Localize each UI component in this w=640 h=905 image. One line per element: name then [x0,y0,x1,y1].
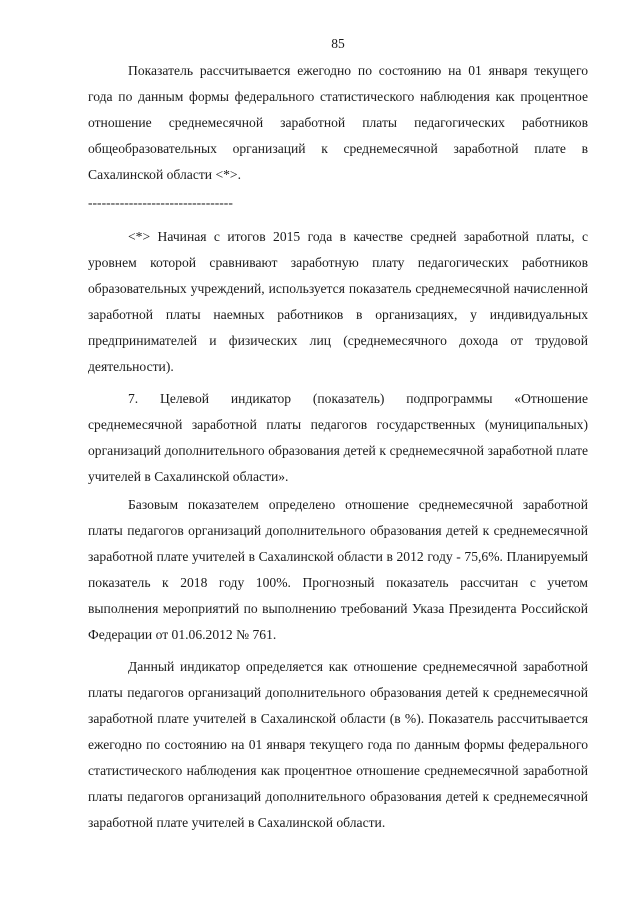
paragraph-base-indicator: Базовым показателем определено отношение среднемесячной заработной платы педагогов организаций дополнительного образования детей к среднемесячной заработной плате учителей в Сахалинской области в 2012 году - 75,6%. Планируемый показатель к 2018 году 100%. Прогнозный показатель рассчитан с учетом выполнения мероприятий по выполнению требований Указа Президента Российской Федерации от 01.06.2012 № 761. [88,497,588,642]
footnote-text: <*> Начиная с итогов 2015 года в качестве средней заработной платы, с уровнем которой сравнивают заработную плату педагогических работников образовательных учреждений, используется показатель среднемесячной начисленной заработной платы наемных работников в организациях, у индивидуальных предпринимателей и физических лиц (среднемесячного дохода от трудовой деятельности). [88,229,588,374]
document-page [88,0,588,905]
paragraph-target-indicator-7: 7. Целевой индикатор (показатель) подпрограммы «Отношение среднемесячной заработной платы педагогов государственных (муниципальных) организаций дополнительного образования детей к среднемесячной заработной плате учителей в Сахалинской области». [88,391,588,484]
paragraph-indicator-definition: Данный индикатор определяется как отношение среднемесячной заработной платы педагогов организаций дополнительного образования детей к среднемесячной заработной плате учителей в Сахалинской области (в %). Показатель рассчитывается ежегодно по состоянию на 01 января текущего года по данным формы федерального статистического наблюдения как процентное отношение среднемесячной заработной платы педагогов организаций дополнительного образования детей к среднемесячной заработной плате учителей в Сахалинской области. [88,659,588,830]
footnote-separator: -------------------------------- [88,195,233,210]
document-body [88,58,588,836]
paragraph-indicator-calculation: Показатель рассчитывается ежегодно по состоянию на 01 января текущего года по данным формы федерального статистического наблюдения как процентное отношение среднемесячной заработной платы педагогических работников общеобразовательных организаций к среднемесячной заработной плате в Сахалинской области <*>. [88,63,588,182]
page-number: 85 [331,36,345,51]
